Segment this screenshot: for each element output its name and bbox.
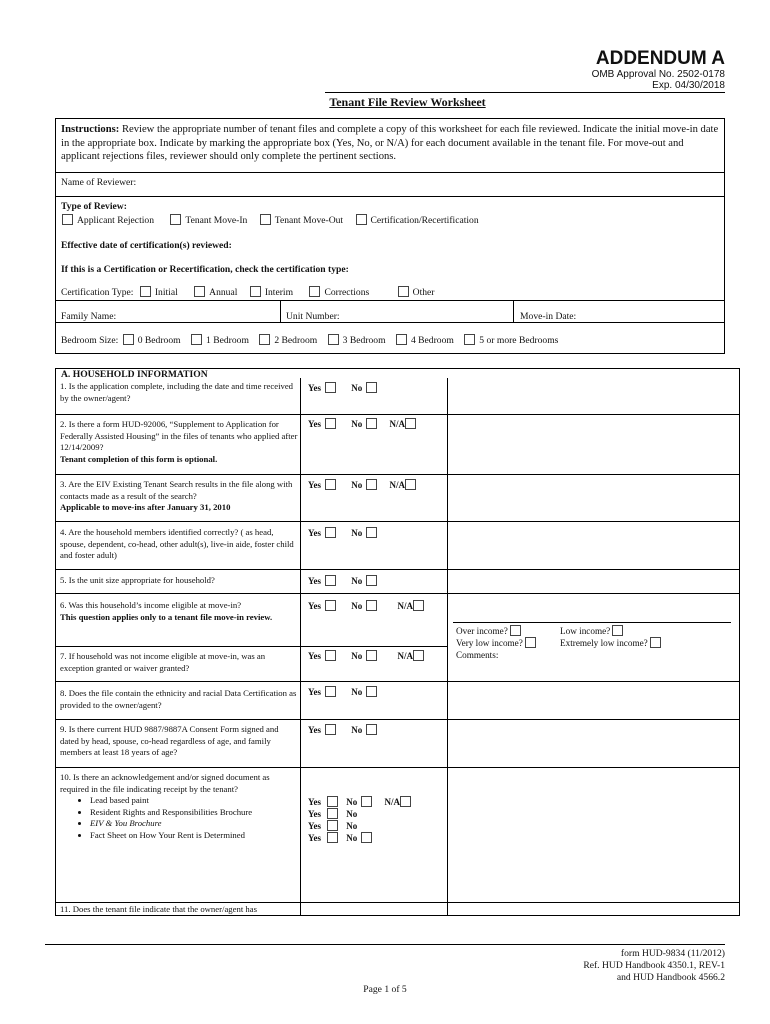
question-9: 9. Is there current HUD 9887/9887A Consent Form signed and dated by head, spouse, co-head regardless of age, and family members at least 18 years of age? <box>60 724 279 757</box>
expiration-date: Exp. 04/30/2018 <box>652 80 725 91</box>
row-divider <box>55 593 740 594</box>
no-label: No <box>351 651 363 661</box>
acknowledgement-list <box>60 795 298 841</box>
q10a-no-checkbox[interactable] <box>361 796 372 807</box>
q7-no-checkbox[interactable] <box>366 650 377 661</box>
addendum-title: ADDENDUM A <box>595 48 725 69</box>
no-label: No <box>346 809 358 819</box>
q3-no-checkbox[interactable] <box>366 479 377 490</box>
no-label: No <box>351 383 363 393</box>
question-11: 11. Does the tenant file indicate that the owner/agent has <box>60 904 258 914</box>
cert-type-label: Certification Type: <box>61 287 134 298</box>
no-label: No <box>351 687 363 697</box>
q3-na-checkbox[interactable] <box>405 479 416 490</box>
question-8: 8. Does the file contain the ethnicity and racial Data Certification as provided to the owner/agent? <box>60 688 297 710</box>
divider <box>55 322 725 323</box>
list-item: • Lead based paint <box>90 795 298 807</box>
review-type-row <box>58 214 479 226</box>
question-10-text: 10. Is there an acknowledgement and/or signed document as required in the file indicating receipt by the tenant? <box>60 772 270 794</box>
q10a-na-checkbox[interactable] <box>400 796 411 807</box>
q5-no-checkbox[interactable] <box>366 575 377 586</box>
q6-yes-checkbox[interactable] <box>325 600 336 611</box>
q7-yes-checkbox[interactable] <box>325 650 336 661</box>
question-6-note: This question applies only to a tenant file move-in review. <box>60 611 273 622</box>
bedroom-option: 3 Bedroom <box>342 335 386 346</box>
bedroom-0-checkbox[interactable] <box>123 334 134 345</box>
question-2 <box>60 419 298 465</box>
reviewer-name-field[interactable]: Name of Reviewer: <box>61 177 137 188</box>
divider <box>55 172 725 173</box>
yes-label: Yes <box>308 725 321 735</box>
list-item: • Resident Rights and Responsibilities Brochure <box>90 807 298 819</box>
q10-answers-4 <box>308 832 376 843</box>
yes-label: Yes <box>308 419 321 429</box>
cert-annual-checkbox[interactable] <box>194 286 205 297</box>
column-divider <box>300 378 301 916</box>
question-2-note: Tenant completion of this form is optional. <box>60 453 218 464</box>
effective-date-field[interactable]: Effective date of certification(s) reviewed: <box>61 240 232 251</box>
q8-answers <box>308 686 381 697</box>
cert-type-option: Annual <box>209 287 238 298</box>
bedroom-5-checkbox[interactable] <box>464 334 475 345</box>
yes-label: Yes <box>308 651 321 661</box>
q10c-yes-checkbox[interactable] <box>327 820 338 831</box>
q10-answers-2 <box>308 808 357 819</box>
q9-yes-checkbox[interactable] <box>325 724 336 735</box>
q4-no-checkbox[interactable] <box>366 527 377 538</box>
cert-type-option: Interim <box>264 287 294 298</box>
handbook-ref-2: and HUD Handbook 4566.2 <box>616 972 725 983</box>
low-income-checkbox[interactable] <box>612 625 623 636</box>
divider <box>55 196 725 197</box>
tenant-move-out-checkbox[interactable] <box>260 214 271 225</box>
worksheet-title: Tenant File Review Worksheet <box>329 95 486 109</box>
q9-answers <box>308 724 381 735</box>
question-6 <box>60 600 298 623</box>
bedroom-size-label: Bedroom Size: <box>61 335 119 346</box>
type-of-review-label: Type of Review: <box>61 201 127 212</box>
q10d-yes-checkbox[interactable] <box>327 832 338 843</box>
yes-label: Yes <box>308 601 321 611</box>
very-low-income-checkbox[interactable] <box>525 637 536 648</box>
bedroom-option: 4 Bedroom <box>410 335 454 346</box>
bedroom-1-checkbox[interactable] <box>191 334 202 345</box>
cert-type-row <box>61 286 434 298</box>
q8-no-checkbox[interactable] <box>366 686 377 697</box>
na-label: N/A <box>389 419 405 429</box>
q10-answers-3 <box>308 820 357 831</box>
row-divider <box>55 414 740 415</box>
very-low-income-label: Very low income? <box>456 638 523 648</box>
yes-label: Yes <box>308 821 321 831</box>
yes-label: Yes <box>308 383 321 393</box>
q4-yes-checkbox[interactable] <box>325 527 336 538</box>
yes-label: Yes <box>308 528 321 538</box>
q3-answers <box>308 479 420 490</box>
row-divider <box>55 646 447 647</box>
low-income-row <box>560 625 627 636</box>
no-label: No <box>351 725 363 735</box>
page-number: Page 1 of 5 <box>363 984 407 995</box>
review-type-label: Certification/Recertification <box>370 215 479 226</box>
section-a-title: A. HOUSEHOLD INFORMATION <box>61 369 208 380</box>
bedroom-option: 2 Bedroom <box>274 335 318 346</box>
divider <box>55 300 725 301</box>
over-income-checkbox[interactable] <box>510 625 521 636</box>
applicant-rejection-checkbox[interactable] <box>62 214 73 225</box>
na-label: N/A <box>384 797 400 807</box>
q10a-yes-checkbox[interactable] <box>327 796 338 807</box>
bedroom-4-checkbox[interactable] <box>396 334 407 345</box>
form-number: form HUD-9834 (11/2012) <box>620 948 725 959</box>
no-label: No <box>351 601 363 611</box>
row-divider <box>55 474 740 475</box>
question-10 <box>60 772 298 841</box>
list-item-text: EIV & You Brochure <box>90 818 162 828</box>
footer-rule <box>45 944 725 945</box>
no-label: No <box>351 480 363 490</box>
q9-no-checkbox[interactable] <box>366 724 377 735</box>
bedroom-option: 1 Bedroom <box>206 335 249 346</box>
yes-label: Yes <box>308 480 321 490</box>
divider <box>280 300 281 322</box>
review-type-label: Tenant Move-In <box>185 215 248 226</box>
q10b-yes-checkbox[interactable] <box>327 808 338 819</box>
question-3-text: 3. Are the EIV Existing Tenant Search results in the file along with contacts made as a result of the search? <box>60 479 293 501</box>
row-divider <box>55 521 740 522</box>
yes-label: Yes <box>308 576 321 586</box>
na-label: N/A <box>397 651 413 661</box>
no-label: No <box>346 821 358 831</box>
cert-initial-checkbox[interactable] <box>140 286 151 297</box>
no-label: No <box>346 833 358 843</box>
extremely-low-income-checkbox[interactable] <box>650 637 661 648</box>
omb-approval: OMB Approval No. 2502-0178 <box>591 69 725 80</box>
cert-corrections-checkbox[interactable] <box>309 286 320 297</box>
cert-type-prompt: If this is a Certification or Recertification, check the certification type: <box>61 264 349 275</box>
over-income-label: Over income? <box>456 626 508 636</box>
certification-recertification-checkbox[interactable] <box>356 214 367 225</box>
row-divider <box>55 569 740 570</box>
tenant-move-in-checkbox[interactable] <box>170 214 181 225</box>
no-label: No <box>351 576 363 586</box>
bedroom-3-checkbox[interactable] <box>328 334 339 345</box>
na-label: N/A <box>389 480 405 490</box>
bedroom-size-row <box>61 334 558 346</box>
question-3-note: Applicable to move-ins after January 31, 2010 <box>60 502 231 512</box>
instructions-label: Instructions: <box>61 124 120 135</box>
unit-number-field[interactable]: Unit Number: <box>286 311 340 322</box>
question-1: 1. Is the application complete, including the date and time received by the owner/agent? <box>60 381 294 403</box>
q6-answers <box>308 600 428 611</box>
divider <box>513 300 514 322</box>
instructions-body: Review the appropriate number of tenant files and complete a copy of this worksheet for each file reviewed. Indicate the initial move-in date in the appropriate box. Indicate by marking the appropriate box (Yes, No, or N/A) for each document available in the tenant file. For move-out and applicant rejections files, reviewer should only complete the pertinent sections. <box>61 124 719 162</box>
q2-yes-checkbox[interactable] <box>325 418 336 429</box>
row-divider <box>55 719 740 720</box>
yes-label: Yes <box>308 809 321 819</box>
question-2-text: 2. Is there a form HUD-92006, “Supplement to Application for Federally Assisted Housing” in the files of tenants who applied after 12/14/2009? <box>60 419 298 452</box>
low-income-label: Low income? <box>560 626 611 636</box>
review-type-label: Applicant Rejection <box>77 215 154 226</box>
row-divider <box>55 767 740 768</box>
family-name-field[interactable]: Family Name: <box>61 311 117 322</box>
q7-answers <box>308 650 428 661</box>
q1-no-checkbox[interactable] <box>366 382 377 393</box>
cert-other-checkbox[interactable] <box>398 286 409 297</box>
instructions-text <box>61 123 719 164</box>
no-label: No <box>346 797 358 807</box>
move-in-date-field[interactable]: Move-in Date: <box>520 311 577 322</box>
q2-no-checkbox[interactable] <box>366 418 377 429</box>
row-divider <box>55 681 740 682</box>
extremely-low-income-row <box>560 637 665 648</box>
question-6-text: 6. Was this household’s income eligible at move-in? <box>60 600 242 610</box>
cert-type-option: Corrections <box>324 287 370 298</box>
q3-yes-checkbox[interactable] <box>325 479 336 490</box>
q8-yes-checkbox[interactable] <box>325 686 336 697</box>
cert-type-option: Other <box>412 287 435 298</box>
q6-na-checkbox[interactable] <box>413 600 424 611</box>
header-rule <box>325 92 725 93</box>
yes-label: Yes <box>308 687 321 697</box>
bedroom-option: 5 or more Bedrooms <box>479 335 559 346</box>
question-3 <box>60 479 298 514</box>
q2-answers <box>308 418 420 429</box>
q4-answers <box>308 527 381 538</box>
yes-label: Yes <box>308 797 321 807</box>
over-income-row <box>456 625 525 636</box>
column-divider <box>447 378 448 916</box>
very-low-income-row <box>456 637 540 648</box>
cert-type-option: Initial <box>154 287 178 298</box>
q1-answers <box>308 382 381 393</box>
question-7: 7. If household was not income eligible at move-in, was an exception granted or waiver granted? <box>60 651 266 673</box>
comments-field[interactable]: Comments: <box>456 650 499 660</box>
review-type-label: Tenant Move-Out <box>274 215 344 226</box>
q5-yes-checkbox[interactable] <box>325 575 336 586</box>
q6-no-checkbox[interactable] <box>366 600 377 611</box>
no-label: No <box>351 528 363 538</box>
extremely-low-income-label: Extremely low income? <box>560 638 648 648</box>
q5-answers <box>308 575 381 586</box>
cert-interim-checkbox[interactable] <box>250 286 261 297</box>
question-4: 4. Are the household members identified correctly? ( as head, spouse, dependent, co-head, other adult(s), live-in aide, foster child and foster adult) <box>60 527 294 560</box>
yes-label: Yes <box>308 833 321 843</box>
q10-answers-1 <box>308 796 415 807</box>
bedroom-2-checkbox[interactable] <box>259 334 270 345</box>
income-rule <box>453 622 731 623</box>
list-item <box>90 818 298 830</box>
q2-na-checkbox[interactable] <box>405 418 416 429</box>
row-divider <box>55 902 740 903</box>
q10d-no-checkbox[interactable] <box>361 832 372 843</box>
q7-na-checkbox[interactable] <box>413 650 424 661</box>
handbook-ref: Ref. HUD Handbook 4350.1, REV-1 <box>583 960 725 971</box>
question-5: 5. Is the unit size appropriate for household? <box>60 575 215 585</box>
q1-yes-checkbox[interactable] <box>325 382 336 393</box>
list-item: • Fact Sheet on How Your Rent is Determined <box>90 830 298 842</box>
na-label: N/A <box>397 601 413 611</box>
no-label: No <box>351 419 363 429</box>
bedroom-option: 0 Bedroom <box>137 335 181 346</box>
